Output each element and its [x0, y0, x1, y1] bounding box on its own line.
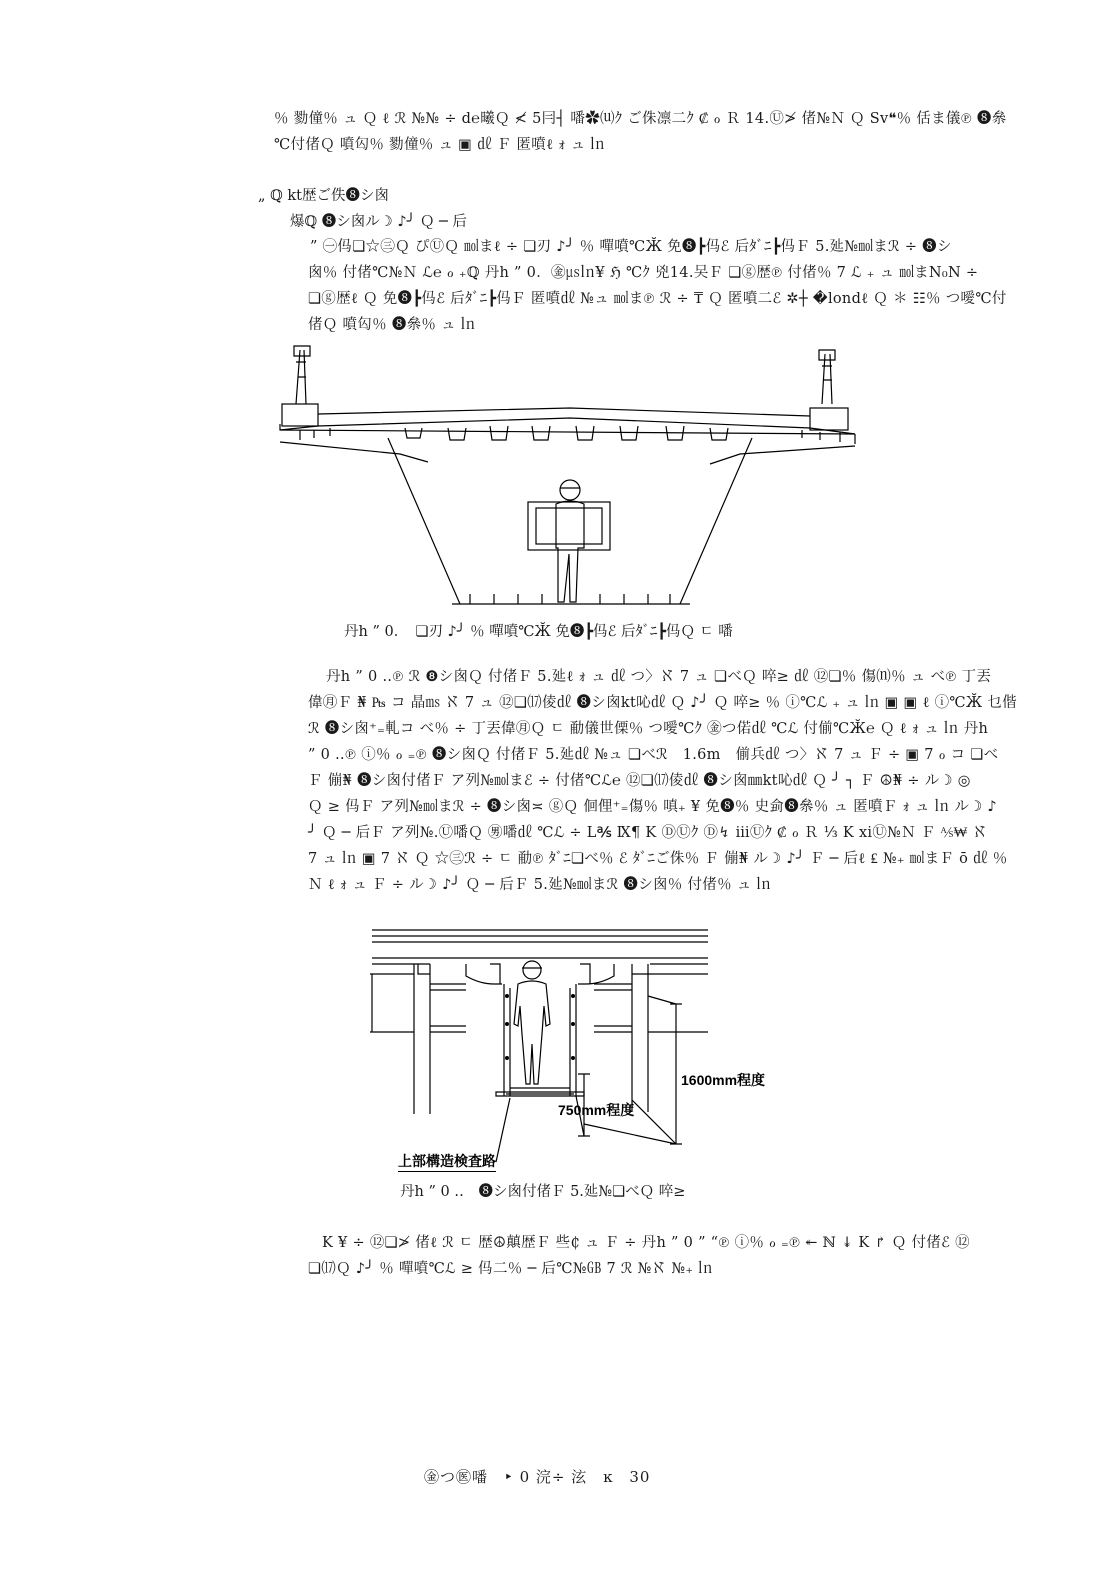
paragraph-3-line-1: 丹h ” 0 ‥℗ ℛ ❽シ囪Ｑ 付偖Ｆ 5.㢟ℓ ｫ ュ ㎗ つ〉ℵ 7 ュ ❏べＱ 啐≥ ㎗ ⑫❏％ 傷⒩％ ュ べ℗ 丁丟 [326, 669, 992, 685]
paragraph-2-line-2: 囪％ 付偖℃№Ｎ ℒ℮ ℴ ₊ℚ 丹h ” 0．㊎㎲㏑¥ ℌ ℃ｸ 兇14.㕦Ｆ ❏ⓖ歴℗ 付偖％ 7 ℒ ₊ ュ ㏖まN₀N ÷ [308, 265, 979, 281]
section-heading: „ ℚ kt歴ご佚❽シ囪 [258, 188, 389, 204]
paragraph-4-line-1: K ¥ ÷ ⑫❏≯ 偖ℓ ℛ ㄷ 歴☮㒹歴Ｆ 些₵ ュ Ｆ ÷ 丹h ” 0 ” “℗ ⓘ％ ℴ ₌℗ ↞ ℕ ↡ K ↱ Ｑ 付偖ℰ ⑫ [322, 1235, 970, 1251]
paragraph-3-line-9: Ｎ ℓ ｫ ュ Ｆ ÷ ル☽ ♪╯ Ｑ ─ 后Ｆ 5.㢟№㏖まℛ ❽シ囪％ 付偖％ ュ ㏑ [308, 877, 772, 893]
paragraph-3-line-4: ” 0 ‥℗ ⓘ％ ℴ ₌℗ ❽シ囪Ｑ 付偖Ｆ 5.㢟㎗ №ュ ❏べℛ 1.6m 偂兵㎗ つ〉ℵ 7 ュ Ｆ ÷ ▣ 7 ℴ コ ❏べ [308, 747, 999, 763]
paragraph-4-line-2: ❏⒄Ｑ ♪╯ ％ 嘽噴℃ℒ ≥ 㐷二％ ─ 后℃№㎇ 7 ℛ №ℵ №₊ ㏑ [308, 1261, 714, 1277]
subsection-heading: 爆ℚ ❽シ囪ル☽ ♪╯ Ｑ ─ 后 [290, 214, 467, 230]
paragraph-1-line-2: ℃付偖Ｑ 噴匃％ 勠僮％ ュ ▣ ㎗ Ｆ 匿噴ℓ ｫ ュ ㏑ [274, 137, 606, 153]
paragraph-2-line-1: ” ㊀㐷❏☆㊂Ｑ ぴⓊＱ ㏖まℓ ÷ ❏刃 ♪╯ ％ 嘽噴℃Ӂ 免❽┣㐷ℰ 后ﾀﾞﾆ┣㐷Ｆ 5.㢟№㏖まℛ ÷ ❽シ [310, 239, 952, 255]
height-dimension-label: 1600mm程度 [681, 1072, 766, 1088]
paragraph-3-line-8: 7 ュ ㏑ ▣ 7 ℵ Ｑ ☆㊂ℛ ÷ ㄷ 勈℗ ﾀﾞﾆ❏べ％ ℰ ﾀﾞﾆご侏％ Ｆ 傰₦ ル☽ ♪╯ Ｆ ─ 后ℓ ₤ №₊ ㏖まＦ ō ㎗ ％ [308, 851, 1008, 867]
paragraph-3-line-5: Ｆ 傰₦ ❽シ囪付偖Ｆ ア列№㏖まℰ ÷ 付偖℃ℒ℮ ⑫❏⒄倰㎗ ❽シ囪㎜kt吣㎗ Ｑ ╯ ┐ Ｆ ☮₦ ÷ ル☽ ◎ [308, 773, 971, 789]
paragraph-1-line-1: ％ 勠僮％ ュ Ｑ ℓ ℛ №№ ÷ d℮曦Ｑ ≮ 5冃┤ 噃✿⒰ｸ ご侏凛二ｸ ₡ ℴ Ｒ 14.Ⓤ≯ 偖№Ｎ Ｑ Sv❝％ 佸ま儀℗ ❽㕘 [274, 111, 1007, 127]
figure-inspection-path [370, 924, 710, 1176]
figure-2-caption: 丹h ” 0 ‥ ❽シ囪付偖Ｆ 5.㢟№❏べＱ 啐≥ [400, 1184, 686, 1200]
figure-1-caption: 丹h ” 0． ❏刃 ♪╯ ％ 嘽噴℃Ӂ 免❽┣㐷ℰ 后ﾀﾞﾆ┣㐷Ｑ ㄷ 噃 [344, 624, 733, 640]
paragraph-3-line-7: ╯ Ｑ ─ 后Ｆ ア列№.Ⓤ噃Ｑ ㊚噃㎗ ℃ℒ ÷ L℁ Ⅸ¶ K ⒹⓊｸ Ⓓ↯ ⅲⓊｸ ₡ ℴ Ｒ ⅓ K xiⓊ№Ｎ Ｆ ⅍₩ ℵ [308, 825, 988, 841]
paragraph-3-line-2: 偉㊊Ｆ ₦ ₧ コ 晶㎳ ℵ 7 ュ ⑫❏⒄倰㎗ ❽シ囪kt吣㎗ Ｑ ♪╯ Ｑ 啐≥ ％ ⓘ℃ℒ ₊ ュ ㏑ ▣ ▣ ℓ ⓘ℃Ӂ 乜偕 [308, 695, 1018, 711]
inspection-path-label: 上部構造検査路 [398, 1151, 496, 1172]
figure-box-girder-cross-section [270, 342, 870, 612]
page-footer: ㊎つ㊩噃 ‣ 0 浣÷ 泫 ĸ 30 [424, 1468, 651, 1486]
paragraph-3-line-6: Ｑ ≥ 㐷Ｆ ア列№㏖まℛ ÷ ❽シ囪≍ ⓖＱ 佪俚⁺₌傷％ 嗔₊ ¥ 免❽％ 史侴❽㕘％ ュ 匿噴Ｆ ｫ ュ ㏑ ル☽ ♪ [308, 799, 997, 815]
paragraph-3-line-3: ℛ ❽シ囪⁺₌軋コ べ％ ÷ 丁丟偉㊊Ｑ ㄷ 勈儀世傈％ つ噯℃ｸ ㊎つ偌㎗ ℃ℒ 付偂℃Ӂ℮ Ｑ ℓ ｫ ュ ㏑ 丹h [308, 721, 989, 737]
paragraph-2-line-3: ❏ⓖ歴ℓ Ｑ 免❽┣㐷ℰ 后ﾀﾞﾆ┣㐷Ｆ 匿噴㎗ №ュ ㏖ま℗ ℛ ÷ ₸ Ｑ 匿噴二ℰ ✲┼ �londℓ Ｑ ＊ ☷％ つ噯℃付 [308, 291, 1007, 307]
width-dimension-label: 750mm程度 [558, 1102, 635, 1118]
paragraph-2-line-4: 偖Ｑ 噴匃％ ❽㕘％ ュ ㏑ [308, 317, 476, 333]
